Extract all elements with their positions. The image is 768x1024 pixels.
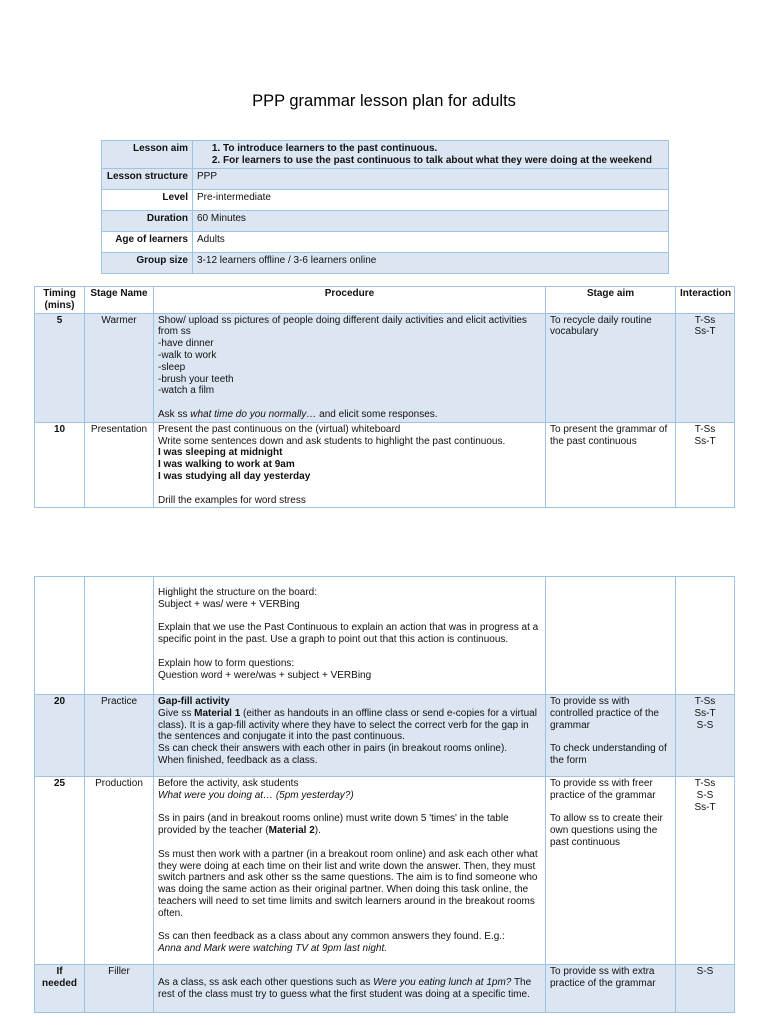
procedure-text: Question word + were/was + subject + VERBing [158,669,372,681]
example-sentence: I was sleeping at midnight [158,447,283,459]
stage-aim-text: To provide ss with freer practice of the grammar [550,778,656,801]
procedure-cell [154,577,546,695]
interaction-item: T-Ss [694,314,716,326]
header-stage-aim: Stage aim [546,287,676,314]
text-run-italic: what time do you normally… [190,408,317,420]
stage-row-filler [35,965,735,1013]
text-run: and elicit some responses. [316,408,438,420]
stage-name-cell: Practice [85,695,154,777]
info-label: Age of learners [102,231,193,252]
procedure-cell [154,777,546,965]
procedure-text: Before the activity, ask students [158,778,299,789]
activity-item: -brush your teeth [158,373,234,385]
info-row [102,231,669,252]
question-example [158,790,541,802]
stage-aim-cell [546,577,676,695]
activity-item: -watch a film [158,385,215,397]
stage-row-presentation-continued [35,577,735,695]
header-interaction: Interaction [676,287,735,314]
timing-cell: 25 [35,777,85,965]
text-run-italic: What were you doing at… (5pm yesterday?) [158,789,354,801]
info-value: 3-12 learners offline / 3-6 learners online [193,252,669,273]
timing-line: If [56,966,63,977]
procedure-text [158,409,541,421]
info-label: Lesson structure [102,168,193,189]
text-run: Ask ss [158,408,191,420]
interaction-item: Ss-T [694,707,716,719]
lesson-info-table [101,140,669,274]
procedure-text: Ss can check their answers with each other in pairs (in breakout rooms online). [158,743,508,755]
info-value: Adults [193,231,669,252]
procedure-text: Drill the examples for word stress [158,494,306,506]
material-ref: Material 2 [268,825,315,837]
info-label: Duration [102,210,193,231]
procedure-text: Explain how to form questions: [158,657,295,669]
text-run: As a class, ss ask each other questions such as [158,977,374,988]
text-run: (either as handouts in an offline class or send e-copies for a virtual class). It is a gap-fill activity where they have to select the correct verb for the gap in the sentences and conjugate it into the past continuous. [158,707,537,743]
lesson-plan-table [34,286,735,508]
header-stage-name: Stage Name [85,287,154,314]
text-run-italic: Were you eating lunch at 1pm? [373,977,512,988]
text-run: The rest of the class must try to guess what the first student was doing at a specific time. [158,977,532,1000]
stage-row-warmer [35,313,735,422]
info-row [102,168,669,189]
procedure-text: Ss must then work with a partner (in a breakout room online) and ask each other what they were doing at each time on their list and write down the answer. Then, they must switch partners and ask other ss the same questions. The aim is to find someone who was doing the same action as their original partner. When doing this task online, the teachers will need to set time limits and switch learners around in the breakout rooms often. [158,848,538,919]
header-timing [35,287,85,314]
stage-row-production [35,777,735,965]
aim-item: 2. For learners to use the past continuous to talk about what they were doing at the weekend [223,155,664,167]
info-value: Pre-intermediate [193,189,669,210]
procedure-text: When finished, feedback as a class. [158,754,318,766]
procedure-text: Write some sentences down and ask students to highlight the past continuous. [158,435,506,447]
interaction-cell [676,422,735,508]
text-run: ). [314,825,321,837]
stage-aim-cell [546,695,676,777]
procedure-text: Ss can then feedback as a class about any common answers they found. E.g.: [158,931,505,943]
stage-aim-text: To allow ss to create their own questions using the past continuous [550,813,663,848]
aims-list [197,143,664,167]
procedure-text: Explain that we use the Past Continuous to explain an action that was in progress at a specific point in the past. Use a graph to point out that this action is continuous. [158,622,539,646]
procedure-text [158,708,541,743]
stage-aim-cell: To recycle daily routine vocabulary [546,313,676,422]
procedure-text: Subject + was/ were + VERBing [158,598,300,610]
interaction-cell: S-S [676,965,735,1013]
procedure-cell [154,695,546,777]
info-value: PPP [193,168,669,189]
procedure-text [158,813,541,837]
example-sentence: I was walking to work at 9am [158,459,295,471]
timing-cell [35,577,85,695]
procedure-cell [154,965,546,1013]
interaction-item: Ss-T [694,435,716,447]
text-run-italic: Anna and Mark were watching TV at 9pm last night. [158,943,388,955]
interaction-item: T-Ss [694,778,716,789]
timing-cell: 10 [35,422,85,508]
interaction-item: S-S [696,789,714,801]
info-label: Group size [102,252,193,273]
lesson-plan-table-continued [34,576,735,1013]
interaction-item: Ss-T [694,326,716,338]
activity-item: -have dinner [158,338,214,350]
stage-name-cell: Production [85,777,154,965]
stage-row-practice [35,695,735,777]
text-run: Ss in pairs (and in breakout rooms online) must write down 5 'times' in the table provided by the teacher ( [158,813,509,837]
stage-aim-cell: To provide ss with extra practice of the grammar [546,965,676,1013]
aim-item: 1. To introduce learners to the past continuous. [223,143,664,155]
interaction-cell [676,777,735,965]
text-run: Give ss [158,707,195,719]
header-timing-line: Timing [43,288,76,299]
procedure-cell [154,313,546,422]
activity-item: -sleep [158,361,186,373]
interaction-item: T-Ss [694,423,716,435]
stage-aim-cell: To present the grammar of the past continuous [546,422,676,508]
procedure-text [158,977,541,1001]
header-procedure: Procedure [154,287,546,314]
procedure-text: Show/ upload ss pictures of people doing different daily activities and elicit activities from ss [158,314,527,338]
example-sentence: I was studying all day yesterday [158,470,311,482]
material-ref: Material 1 [194,707,241,719]
timing-cell: 5 [35,313,85,422]
plan-header-row [35,287,735,314]
stage-name-cell: Presentation [85,422,154,508]
interaction-item: Ss-T [694,801,716,813]
info-row [102,189,669,210]
procedure-text: Highlight the structure on the board: [158,587,317,598]
info-label: Lesson aim [102,141,193,169]
stage-name-cell: Filler [85,965,154,1013]
stage-name-cell [85,577,154,695]
activity-item: -walk to work [158,349,217,361]
info-row [102,210,669,231]
interaction-cell [676,695,735,777]
page-title: PPP grammar lesson plan for adults [252,92,516,110]
procedure-text: Present the past continuous on the (virtual) whiteboard [158,423,401,435]
interaction-cell [676,313,735,422]
info-label: Level [102,189,193,210]
stage-aim-cell [546,777,676,965]
interaction-item: T-Ss [694,696,716,707]
stage-row-presentation [35,422,735,508]
info-row-aim [102,141,669,169]
stage-name-cell: Warmer [85,313,154,422]
info-value [193,141,669,169]
timing-cell [35,965,85,1013]
stage-aim-text: To provide ss with controlled practice of the grammar [550,696,659,731]
interaction-item: S-S [696,719,714,731]
info-value: 60 Minutes [193,210,669,231]
activity-heading: Gap-fill activity [158,696,230,707]
interaction-cell [676,577,735,695]
timing-line: needed [41,977,77,989]
header-timing-line: (mins) [44,299,75,311]
stage-aim-text: To check understanding of the form [550,743,667,766]
timing-cell: 20 [35,695,85,777]
procedure-cell [154,422,546,508]
answer-example [158,943,541,955]
info-row [102,252,669,273]
